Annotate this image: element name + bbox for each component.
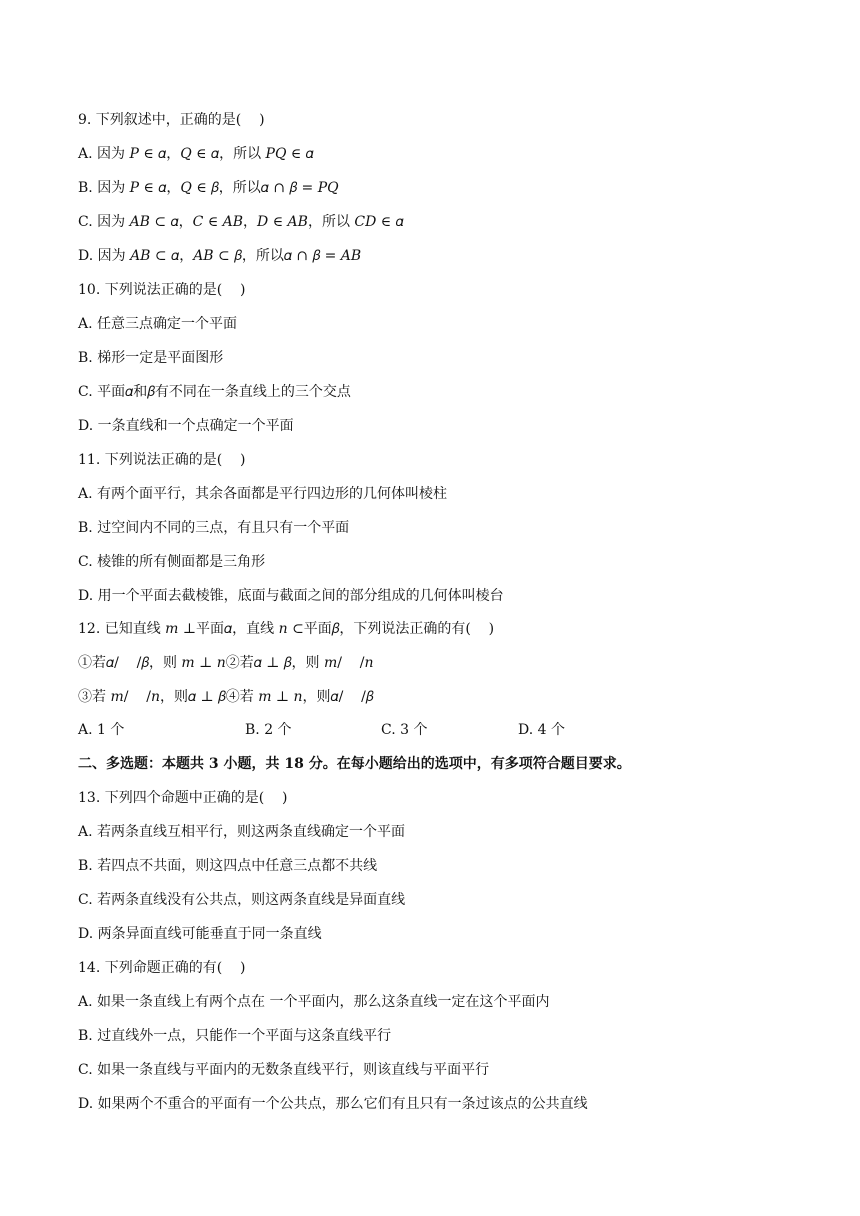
- q12-statements-2: ③若 𝑚/ /𝑛，则𝛼 ⊥ 𝛽④若 𝑚 ⊥ 𝑛，则𝛼/ /𝛽: [78, 689, 374, 705]
- q14-option-d: D. 如果两个不重合的平面有一个公共点，那么它们有且只有一条过该点的公共直线: [78, 1096, 588, 1112]
- q11-stem: 11. 下列说法正确的是( ): [78, 452, 246, 468]
- q9-option-c: C. 因为 𝐴𝐵 ⊂ 𝛼，𝐶 ∈ 𝐴𝐵，𝐷 ∈ 𝐴𝐵，所以 𝐶𝐷 ∈ 𝛼: [78, 214, 404, 230]
- q13-option-d: D. 两条异面直线可能垂直于同一条直线: [78, 926, 322, 942]
- q14-option-a: A. 如果一条直线上有两个点在 一个平面内，那么这条直线一定在这个平面内: [78, 994, 550, 1010]
- q13-option-b: B. 若四点不共面，则这四点中任意三点都不共线: [78, 858, 378, 874]
- q13-option-a: A. 若两条直线互相平行，则这两条直线确定一个平面: [78, 824, 406, 840]
- q12-stem: 12. 已知直线 𝑚 ⊥平面𝛼，直线 𝑛 ⊂平面𝛽，下列说法正确的有( ): [78, 621, 495, 637]
- q9-option-d: D. 因为 𝐴𝐵 ⊂ 𝛼，𝐴𝐵 ⊂ 𝛽，所以𝛼 ∩ 𝛽 = 𝐴𝐵: [78, 248, 362, 264]
- q12-option-a: A. 1 个: [78, 722, 125, 738]
- q11-option-a: A. 有两个面平行，其余各面都是平行四边形的几何体叫棱柱: [78, 486, 448, 502]
- q12-option-c: C. 3 个: [381, 722, 428, 738]
- q10-option-a: A. 任意三点确定一个平面: [78, 316, 238, 332]
- q12-statements-1: ①若𝛼/ /𝛽，则 𝑚 ⊥ 𝑛②若𝛼 ⊥ 𝛽，则 𝑚/ /𝑛: [78, 655, 374, 671]
- q10-option-c: C. 平面𝛼和𝛽有不同在一条直线上的三个交点: [78, 384, 351, 400]
- q14-option-c: C. 如果一条直线与平面内的无数条直线平行，则该直线与平面平行: [78, 1062, 490, 1078]
- q9-option-a: A. 因为 𝑃 ∈ 𝛼，𝑄 ∈ 𝛼，所以 𝑃𝑄 ∈ 𝛼: [78, 146, 314, 162]
- q12-option-b: B. 2 个: [245, 722, 292, 738]
- q14-stem: 14. 下列命题正确的有( ): [78, 960, 246, 976]
- q10-option-d: D. 一条直线和一个点确定一个平面: [78, 418, 294, 434]
- q9-stem: 9. 下列叙述中，正确的是( ): [78, 112, 265, 128]
- q10-stem: 10. 下列说法正确的是( ): [78, 282, 246, 298]
- q13-option-c: C. 若两条直线没有公共点，则这两条直线是异面直线: [78, 892, 406, 908]
- section-heading: 二、多选题：本题共 3 小题，共 18 分。在每小题给出的选项中，有多项符合题目要求。: [78, 756, 631, 772]
- q9-option-b: B. 因为 𝑃 ∈ 𝛼，𝑄 ∈ 𝛽，所以𝛼 ∩ 𝛽 = 𝑃𝑄: [78, 180, 339, 196]
- q11-option-d: D. 用一个平面去截棱锥，底面与截面之间的部分组成的几何体叫棱台: [78, 588, 504, 604]
- q11-option-c: C. 棱锥的所有侧面都是三角形: [78, 554, 266, 570]
- q10-option-b: B. 梯形一定是平面图形: [78, 350, 224, 366]
- q12-option-d: D. 4 个: [518, 722, 565, 738]
- q13-stem: 13. 下列四个命题中正确的是( ): [78, 790, 288, 806]
- q11-option-b: B. 过空间内不同的三点，有且只有一个平面: [78, 520, 350, 536]
- q14-option-b: B. 过直线外一点，只能作一个平面与这条直线平行: [78, 1028, 392, 1044]
